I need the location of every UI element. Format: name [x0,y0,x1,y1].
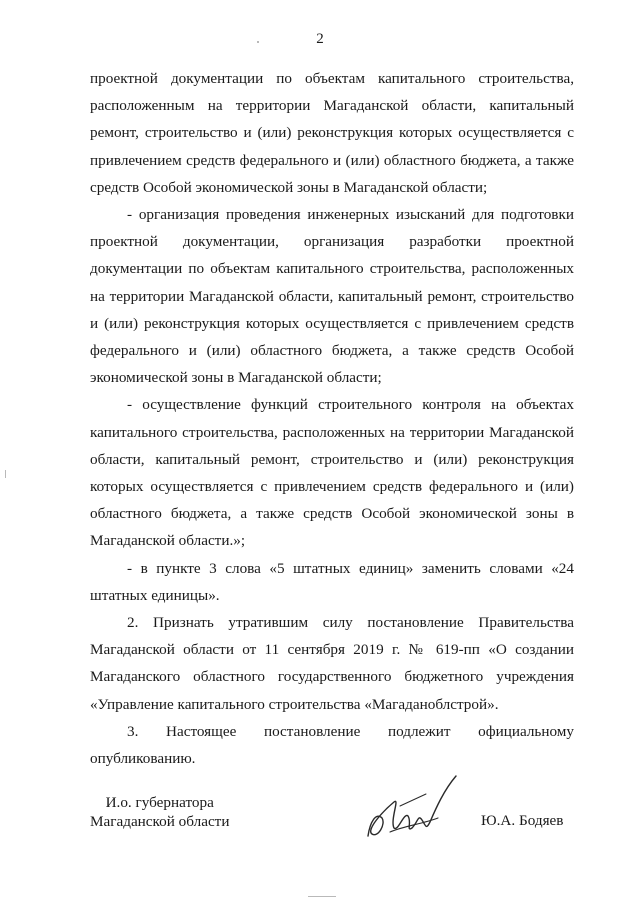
paragraph-staff-units: - в пункте 3 слова «5 штатных единиц» заменить словами «24 штатных единицы». [90,559,574,604]
page-number: 2 [316,31,324,47]
handwritten-signature [360,772,465,852]
signer-name: Ю.А. Бодяев [481,812,564,829]
scan-dot [257,41,259,43]
paragraph-publication: 3. Настоящее постановление подлежит официальному опубликованию. [90,722,574,768]
document-body [90,65,574,772]
signer-title-line2: Магаданской области [90,813,230,830]
paragraph-repeal: 2. Признать утратившим силу постановление Правительства Магаданской области от 11 сентября 2019 г. № 619-пп «О создании Магаданского областного государственного бюджетного учреждения «Управление капитального строительства «Магаданоблстрой». [90,614,574,713]
paragraph-construction-control: - осуществление функций строительного контроля на объектах капитального строительства, расположенных на территории Магаданской области, капитальный ремонт, строительство и (или) реконструкция которых осуществляется с привлечением средств федерального и (или) областного бюджета, а также средств Особой экономической зоны в Магаданской области.»; [90,396,574,550]
scan-edge-mark [5,470,6,478]
scan-bottom-mark [308,896,336,897]
paragraph-engineering-surveys: - организация проведения инженерных изысканий для подготовки проектной документации, организация разработки проектной документации по объектам капитального строительства, расположенных на территории Магаданской области, капитальный ремонт, строительство и (или) реконструкция которых осуществляется с привлечением средств федерального и (или) областного бюджета, а также средств Особой экономической зоны в Магаданской области; [90,206,574,387]
signer-title [90,793,229,831]
paragraph-continuation: проектной документации по объектам капитального строительства, расположенным на территории Магаданской области, капитальный ремонт, строительство и (или) реконструкция которых осуществляется с привлечением средств федерального и (или) областного бюджета, а также средств Особой экономической зоны в Магаданской области; [90,70,574,196]
signer-title-line1: И.о. губернатора [105,794,214,811]
